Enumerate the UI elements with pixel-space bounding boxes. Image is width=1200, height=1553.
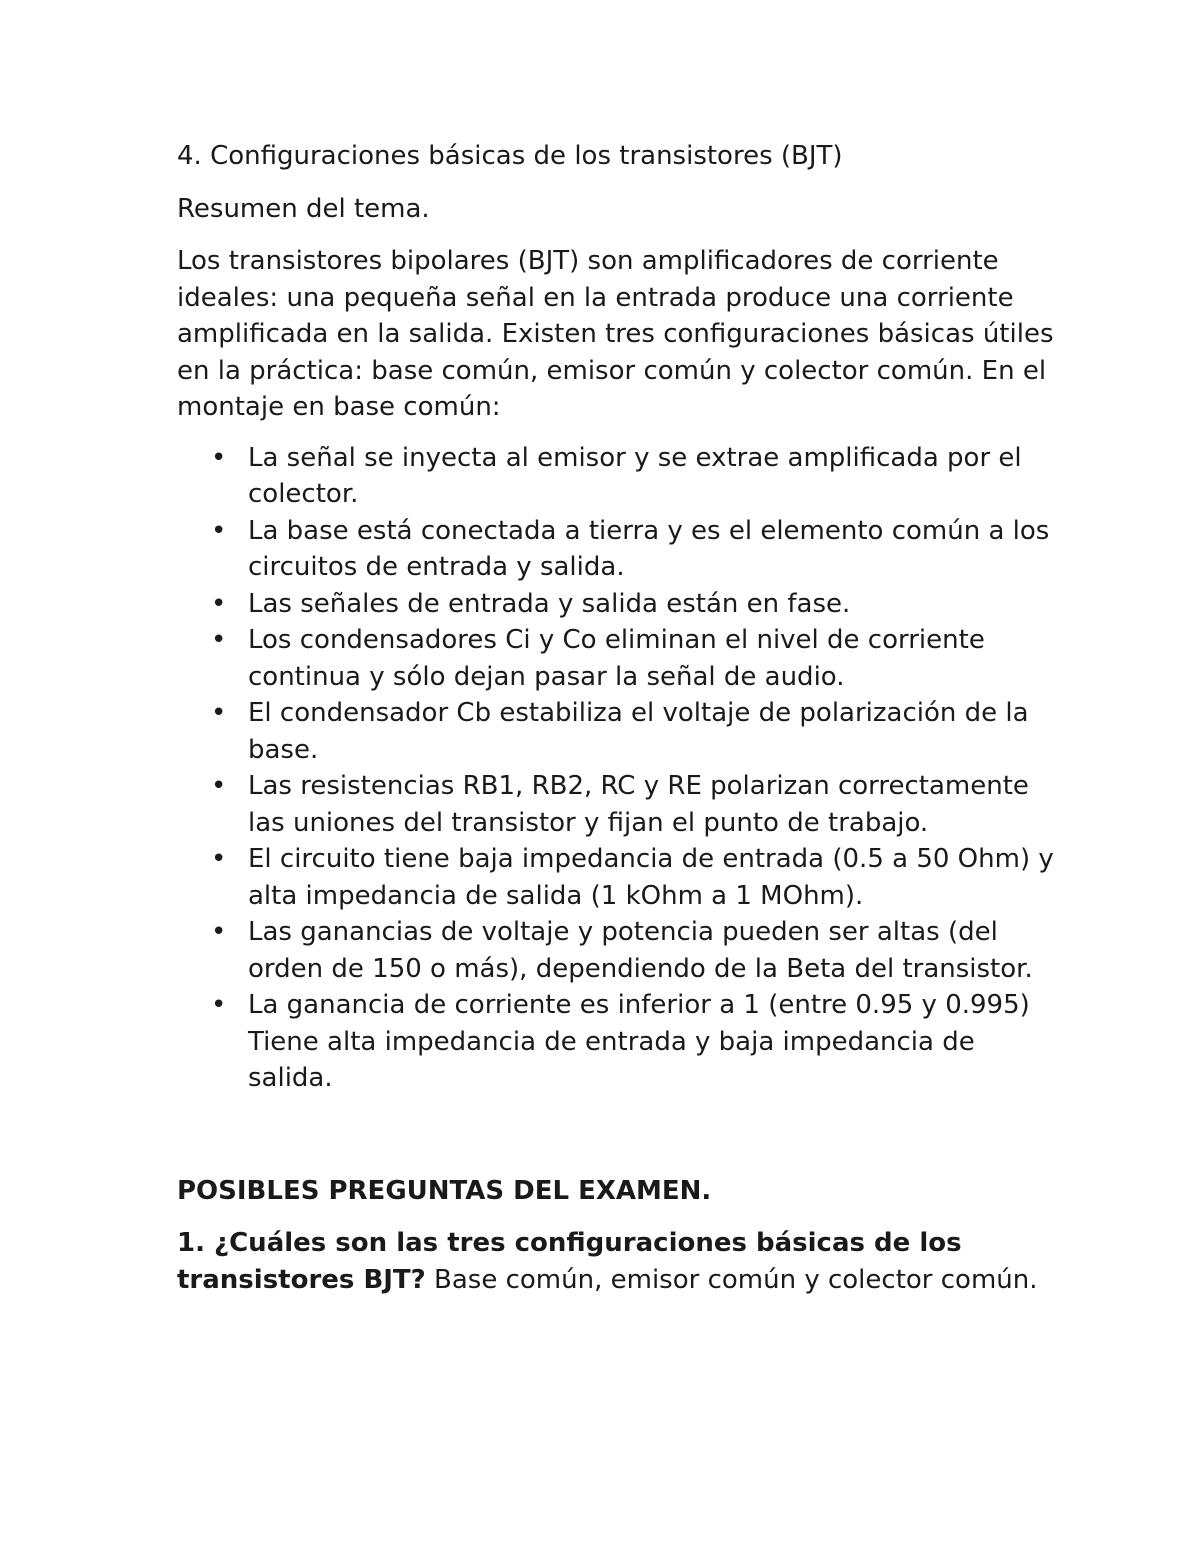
list-item-text: Los condensadores Ci y Co eliminan el nivel de corriente continua y sólo dejan pasar la señal de audio.	[248, 625, 985, 692]
exam-question	[177, 1225, 1057, 1298]
list-item-text: Las resistencias RB1, RB2, RC y RE polarizan correctamente las uniones del transistor y fijan el punto de trabajo.	[248, 771, 1029, 838]
bullet-icon: •	[211, 698, 227, 728]
list-item-text: Las señales de entrada y salida están en fase.	[248, 588, 851, 619]
list-item-text: La ganancia de corriente es inferior a 1 (entre 0.95 y 0.995) Tiene alta impedancia de entrada y baja impedancia de salida.	[248, 990, 1030, 1093]
list-item	[177, 440, 1057, 513]
list-item-text: La señal se inyecta al emisor y se extrae amplificada por el colector.	[248, 442, 1022, 509]
intro-paragraph: Los transistores bipolares (BJT) son amplificadores de corriente ideales: una pequeña señal en la entrada produce una corriente amplificada en la salida. Existen tres configuraciones básicas útiles en la práctica: base común, emisor común y colector común. En el montaje en base común:	[177, 246, 1054, 422]
bullet-icon: •	[211, 917, 227, 947]
bullet-icon: •	[211, 588, 227, 619]
exam-questions-title: POSIBLES PREGUNTAS DEL EXAMEN.	[177, 1175, 712, 1206]
list-item	[177, 622, 1057, 695]
document-page	[177, 138, 1057, 1298]
list-item-text: El condensador Cb estabiliza el voltaje de polarización de la base.	[248, 698, 1029, 765]
bullet-icon: •	[211, 844, 227, 874]
list-item	[177, 586, 1057, 623]
list-item	[177, 841, 1057, 914]
bullet-icon: •	[211, 625, 227, 655]
list-item	[177, 695, 1057, 768]
summary-label: Resumen del tema.	[177, 193, 430, 224]
section-spacer	[177, 1097, 1057, 1173]
section-heading: 4. Configuraciones básicas de los transistores (BJT)	[177, 141, 843, 171]
list-item	[177, 513, 1057, 586]
list-item-text: La base está conectada a tierra y es el elemento común a los circuitos de entrada y salida.	[248, 515, 1050, 582]
answer-text: Base común, emisor común y colector común.	[425, 1264, 1038, 1295]
list-item	[177, 768, 1057, 841]
bullet-icon: •	[211, 442, 227, 473]
question-text: 1. ¿Cuáles son las tres configuraciones básicas de los transistores BJT?	[177, 1228, 962, 1295]
list-item-text: El circuito tiene baja impedancia de entrada (0.5 a 50 Ohm) y alta impedancia de salida (1 kOhm a 1 MOhm).	[248, 844, 1054, 911]
list-item	[177, 987, 1057, 1097]
bullet-icon: •	[211, 515, 227, 546]
bullet-icon: •	[211, 990, 227, 1020]
list-item	[177, 914, 1057, 987]
list-item-text: Las ganancias de voltaje y potencia pueden ser altas (del orden de 150 o más), dependiendo de la Beta del transistor.	[248, 917, 1033, 984]
bullet-icon: •	[211, 771, 227, 801]
bullet-list	[177, 440, 1057, 1097]
